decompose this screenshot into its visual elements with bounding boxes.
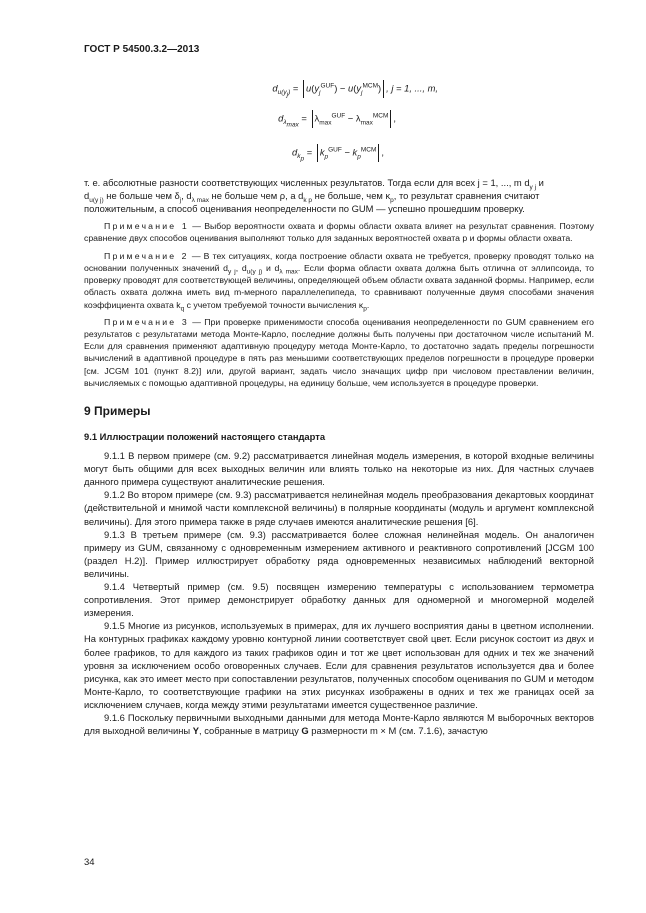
paragraph-9-1-3: 9.1.3 В третьем примере (см. 9.3) рассматривается более сложная нелинейная модель. Он аналогичен примеру из GUM, связанному с одновременным измерением активного и реактивного сопротивлений [JCGM 100 (раздел H.2)]. Пример иллюстрирует обработку ряда одновременных независимых наблюдений векторной величины. xyxy=(84,528,594,579)
f3-guf: GUF xyxy=(328,146,342,154)
intro-sub-2b: j xyxy=(179,196,182,204)
intro-text-2a: d xyxy=(84,190,90,202)
note-2-sub-1: y j xyxy=(228,268,236,276)
f2-max1: max xyxy=(319,119,332,127)
note-2-sub-5: p xyxy=(363,305,367,313)
f1-lhs-sub: u(y xyxy=(277,89,287,97)
f2-lhs-sub2: max xyxy=(286,121,299,129)
paragraph-9-1-5: 9.1.5 Многие из рисунков, используемых в примерах, для их лучшего восприятия даны в цветном исполнении. На контурных графиках каждому уровню контурной линии соответствует свой цвет. Если рисунок состоит из двух и более графиков, то для каждого из таких графиков один и тот же цвет использован для одних и тех же значений уровня за исключением особо оговоренных случаев. Если для сравнения результатов используется два и более рисунка, как это имеет место при сопоставлении результатов, полученных способом оценивания по GUM и методом Монте-Карло, то соответствующие графики на этих рисунках изображены в одних и тех же границах осей за исключением случаев, когда между этими результатами имеется существенное различие. xyxy=(84,620,594,710)
note-2-text-4: . Если форма области охвата должна быть отлична от эллипсоида, то проверку проводят для соответствующей величины, определяющей объем области охвата заданной формы. Например, если область охвата должна иметь вид m-мерного параллелепипеда, то сравнивают полученные двумя способами значения коэффициента охвата k xyxy=(84,262,595,310)
note-3-label: Примечание 3 xyxy=(104,316,189,327)
f1-minus: − xyxy=(337,82,349,94)
p916-bold-g: G xyxy=(301,725,309,737)
f1-guf: GUF xyxy=(320,82,335,90)
f3-p1: p xyxy=(324,153,329,161)
intro-text-2c: , d xyxy=(181,190,192,202)
f1-tail: , j = 1, ..., m, xyxy=(386,82,438,94)
f3-k2: k xyxy=(352,146,358,158)
intro-sub-2a: u(y j) xyxy=(89,196,104,204)
note-2-text-2: , d xyxy=(235,262,247,273)
abs-bar-left xyxy=(312,110,313,128)
page-number: 34 xyxy=(84,857,95,868)
f1-y1: y xyxy=(314,82,320,94)
paragraph-9-1-4: 9.1.4 Четвертый пример (см. 9.5) посвящен измерению температуры с использованием термометра сопротивления. Этот пример демонстрирует обработку данных для одномерной и многомерной моделей измерения. xyxy=(84,581,594,619)
note-2-text-1: — В тех ситуациях, когда построение области охвата не требуется, проверку проводят только на основании полученных значений d xyxy=(84,250,594,273)
f2-minus: − xyxy=(345,112,356,124)
f3-tail: , xyxy=(381,146,384,158)
note-1-label: Примечание 1 xyxy=(104,221,189,232)
f3-mcm: MCM xyxy=(360,146,377,154)
abs-bar-left xyxy=(303,80,304,98)
f3-minus: − xyxy=(341,146,353,158)
f1-j2: j xyxy=(361,89,363,97)
f1-y2: y xyxy=(356,82,362,94)
f3-lhs-sub: k xyxy=(297,153,301,161)
f2-lhs: d xyxy=(278,112,284,124)
abs-bar-right xyxy=(390,110,391,128)
note-2-text-6: . xyxy=(366,299,370,310)
intro-sub-2d: k p xyxy=(303,196,313,204)
f2-eq: = xyxy=(298,112,310,124)
formula-d-k xyxy=(84,144,594,170)
note-2-sub-4: q xyxy=(180,305,185,313)
f1-u1: u xyxy=(305,82,312,94)
formula-block xyxy=(84,80,594,170)
formula-d-u: $d_{u(y_j)} = u(y_j^{GUF}) - u(y_j^{MCM})$ , j = 1, ..., m, xyxy=(84,80,594,104)
note-2-sub-3: λ max xyxy=(279,268,298,276)
f2-tail: , xyxy=(393,112,396,124)
f2-guf: GUF xyxy=(331,112,346,120)
paragraph-9-1-2: 9.1.2 Во втором примере (см. 9.3) рассматривается нелинейная модель преобразования декартовых координат (действительной и мнимой части комплексной величины) в полярные координаты (модуль и аргумент комплексной величины). Для этого примера также в ряде случаев имеются аналитические решения [6]. xyxy=(84,489,594,527)
f2-lam1: λ xyxy=(314,112,320,124)
f3-lhs: d xyxy=(292,146,298,158)
intro-text-2f: , то результат сравнения считают xyxy=(393,190,540,202)
note-2-label: Примечание 2 xyxy=(104,250,189,261)
f1-lhs: d xyxy=(272,82,278,94)
f2-max2: max xyxy=(360,119,373,127)
f2-lhs-sub: λ xyxy=(283,119,287,127)
intro-sub-2c: λ max xyxy=(191,196,209,204)
f2-lam2: λ xyxy=(355,112,361,124)
f1-eq: = xyxy=(290,82,301,94)
section-heading: 9 Примеры xyxy=(84,403,151,418)
paragraph-9-1-1: 9.1.1 В первом примере (см. 9.2) рассматривается линейная модель измерения, в которой входные величины могут быть общими для всех выходных величин или влиять только на некоторые из них. Для частных случаев данного примера существуют аналитические решения. xyxy=(84,450,594,488)
p916-text-c: , собранные в матрицу xyxy=(199,725,302,737)
f1-u2: u xyxy=(348,82,354,94)
f3-lhs-sub2: p xyxy=(300,155,305,163)
f2-mcm: MCM xyxy=(372,112,389,120)
f3-p2: p xyxy=(357,153,361,161)
intro-text-1-end: и xyxy=(536,177,544,188)
note-1-text: — Выбор вероятности охвата и формы области охвата влияет на результат сравнения. Поэтому сравнение двух способов оценивания выполняют только для заданных вероятностей охвата p и формы области охвата. xyxy=(84,221,594,244)
intro-text-2b: не больше чем δ xyxy=(103,190,180,202)
intro-text-1: т. е. абсолютные разности соответствующих численных результатов. Тогда если для всех j = 1, ..., m d xyxy=(84,177,530,188)
intro-text-2d: не больше чем ρ, а d xyxy=(208,190,304,202)
note-2-sub-2: u(y j) xyxy=(246,268,263,276)
intro-sub-1: y j xyxy=(529,183,537,191)
abs-bar-right xyxy=(383,80,384,98)
p916-text-a: 9.1.6 Поскольку первичными выходными данными для метода Монте-Карло являются M выборочных векторов для выходной величины xyxy=(84,711,594,737)
f1-lhs-sub2: j xyxy=(286,91,289,99)
intro-text-3: положительным, а способ оценивания неопределенности по GUM — успешно прошедшим проверку. xyxy=(84,203,525,215)
standard-header: ГОСТ Р 54500.3.2—2013 xyxy=(84,44,200,55)
abs-bar-right xyxy=(378,144,379,162)
note-2 xyxy=(84,250,594,311)
note-2-text-5: с учетом требуемой точности вычисления κ xyxy=(184,299,364,310)
formula-d-lambda xyxy=(84,110,594,136)
intro-sub-2e: p xyxy=(390,196,394,204)
note-1 xyxy=(84,220,594,244)
p916-bold-y: Y xyxy=(192,725,200,737)
p916-text-e: размерности m × M (см. 7.1.6), зачастую xyxy=(308,725,488,737)
f3-k1: k xyxy=(319,146,325,158)
paragraph-9-1-6 xyxy=(84,711,594,737)
f1-mcm: MCM xyxy=(362,82,379,90)
f1-lhs-sub3: ) xyxy=(288,89,291,97)
f3-eq: = xyxy=(304,146,315,158)
f1-j1: j xyxy=(319,89,321,97)
abs-bar-left xyxy=(317,144,318,162)
intro-text-2e: не больше, чем κ xyxy=(312,190,391,202)
subsection-heading: 9.1 Иллюстрации положений настоящего стандарта xyxy=(84,431,326,443)
note-2-text-3: и d xyxy=(262,262,280,273)
note-3-text: — При проверке применимости способа оценивания неопределенности по GUM сравнением его результатов с результатами метода Монте-Карло, последние должны быть получены при достаточном числе испытаний M. Если для сравнения применяют адаптивную процедуру метода Монте-Карло, то достаточно задать пределы погрешности вычислений в адаптивной процедуре в пять раз меньшими соответствующих пределов погрешности в процедуре проверки [см. JCGM 101 (пункт 8.2)] или, другой вариант, задать число значащих цифр при числовом преставлении величин, вычисляемых с помощью адаптивной процедуры, на единицу больше, чем используется в процедуре проверки. xyxy=(84,316,594,388)
comparison-paragraph xyxy=(84,176,594,215)
note-3 xyxy=(84,316,594,389)
